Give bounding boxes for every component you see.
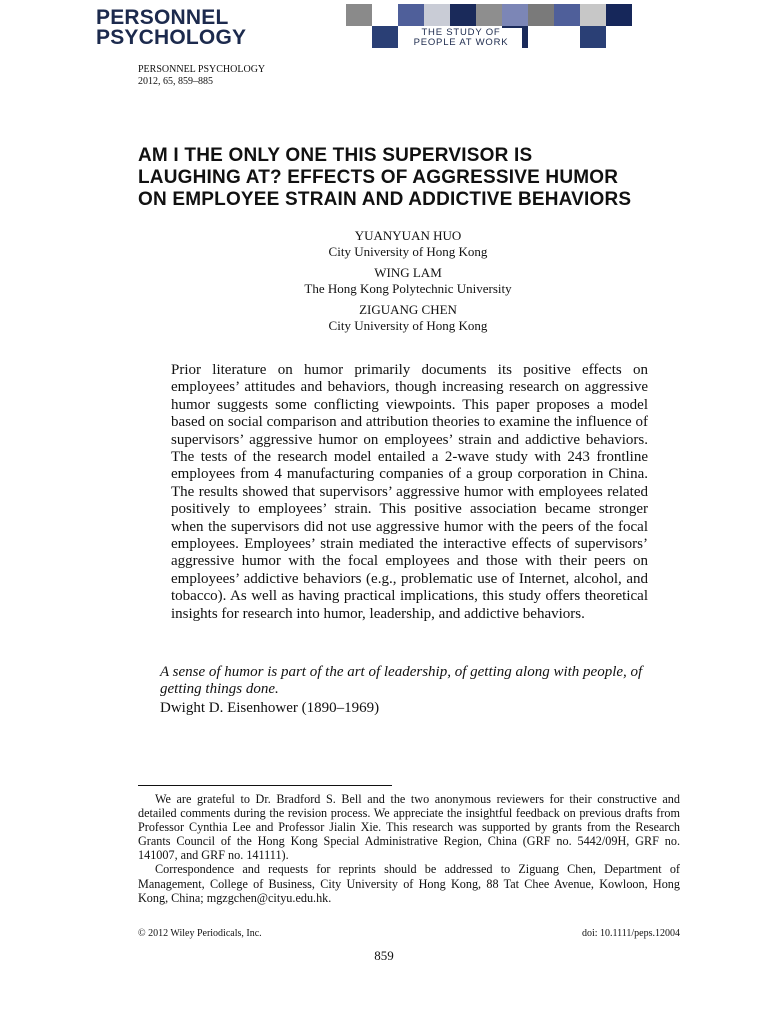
epigraph-attribution: Dwight D. Eisenhower (1890–1969): [160, 700, 380, 716]
doi: doi: 10.1111/peps.12004: [581, 928, 680, 939]
mosaic-square: [554, 4, 580, 26]
epigraph-quote: A sense of humor is part of the art of leadership, of getting along with people, of getting things done.: [160, 664, 643, 697]
author-name: YUANYUAN HUO: [354, 228, 462, 243]
page-number: 859: [374, 948, 394, 963]
author-block: [138, 302, 678, 334]
mosaic-square: [398, 4, 424, 26]
author-name: ZIGUANG CHEN: [359, 302, 457, 317]
tagline-line1: THE STUDY OF: [421, 27, 501, 38]
journal-logo-line1: PERSONNEL: [96, 6, 229, 29]
abstract: Prior literature on humor primarily documents its positive effects on employees’ attitudes and behaviors, though increasing research on aggressive humor suggests some conflicting viewpoints. This paper proposes a model based on social comparison and attribution theories to examine the influence of supervisors’ aggressive humor on employees’ strain and addictive behaviors. The tests of the research model entailed a 2-wave study with 243 frontline employees from 4 manufacturing companies of a group corporation in China. The results showed that supervisors’ aggressive humor with employees related positively to employees’ strain. This positive association became stronger when the supervisors did not use aggressive humor with the peers of the focal employees. Employees’ strain mediated the interactive effects of supervisors’ aggressive humor with the focal employees and those with their peers on employees’ addictive behaviors (e.g., problematic use of Internet, alcohol, and tobacco). As well as having practical implications, this study offers theoretical insights for research into humor, leadership, and addictive behaviors.: [171, 362, 648, 622]
journal-tagline: [400, 28, 522, 48]
author-list: [138, 228, 678, 339]
mosaic-square: [424, 4, 450, 26]
mosaic-square: [606, 4, 632, 26]
mosaic-square: [372, 26, 398, 48]
mosaic-square: [476, 4, 502, 26]
footnote-correspondence: Correspondence and requests for reprints should be addressed to Ziguang Chen, Department of Management, College of Business, City University of Hong Kong, 88 Tat Chee Avenue, Kowloon, Hong Kong, China; mgzgchen@cityu.edu.hk.: [138, 862, 680, 905]
journal-logo-line2: PSYCHOLOGY: [96, 26, 247, 49]
running-head: [138, 64, 265, 88]
running-head-journal: PERSONNEL PSYCHOLOGY: [138, 64, 266, 75]
title-line: AM I THE ONLY ONE THIS SUPERVISOR IS: [138, 145, 533, 166]
title-line: LAUGHING AT? EFFECTS OF AGGRESSIVE HUMOR: [138, 167, 619, 188]
author-block: [138, 228, 678, 260]
mosaic-square: [580, 4, 606, 26]
footnote-divider: [138, 785, 392, 786]
mosaic-square: [450, 4, 476, 26]
mosaic-square: [580, 26, 606, 48]
footnotes: [138, 792, 680, 905]
mosaic-square: [528, 4, 554, 26]
mosaic-square: [346, 4, 372, 26]
author-block: [138, 265, 678, 297]
mosaic-square: [502, 4, 528, 26]
epigraph: [160, 664, 660, 717]
journal-logo: [96, 8, 246, 48]
author-name: WING LAM: [374, 265, 442, 280]
author-affiliation: City University of Hong Kong: [328, 318, 488, 333]
article-title: [138, 145, 631, 211]
running-head-citation: 2012, 65, 859–885: [138, 76, 213, 87]
title-line: ON EMPLOYEE STRAIN AND ADDICTIVE BEHAVIORS: [138, 189, 632, 210]
tagline-line2: PEOPLE AT WORK: [413, 37, 509, 48]
author-affiliation: City University of Hong Kong: [328, 244, 488, 259]
author-affiliation: The Hong Kong Polytechnic University: [304, 281, 512, 296]
copyright-notice: © 2012 Wiley Periodicals, Inc.: [138, 928, 262, 939]
footnote-acknowledgment: We are grateful to Dr. Bradford S. Bell and the two anonymous reviewers for their constructive and detailed comments during the revision process. We appreciate the insightful feedback on previous drafts from Professor Cynthia Lee and Professor Jialin Xie. This research was supported by grants from the Research Grants Council of the Hong Kong Special Administrative Region, China (GRF no. 5442/09H, GRF no. 141007, and GRF no. 141111).: [138, 792, 680, 863]
